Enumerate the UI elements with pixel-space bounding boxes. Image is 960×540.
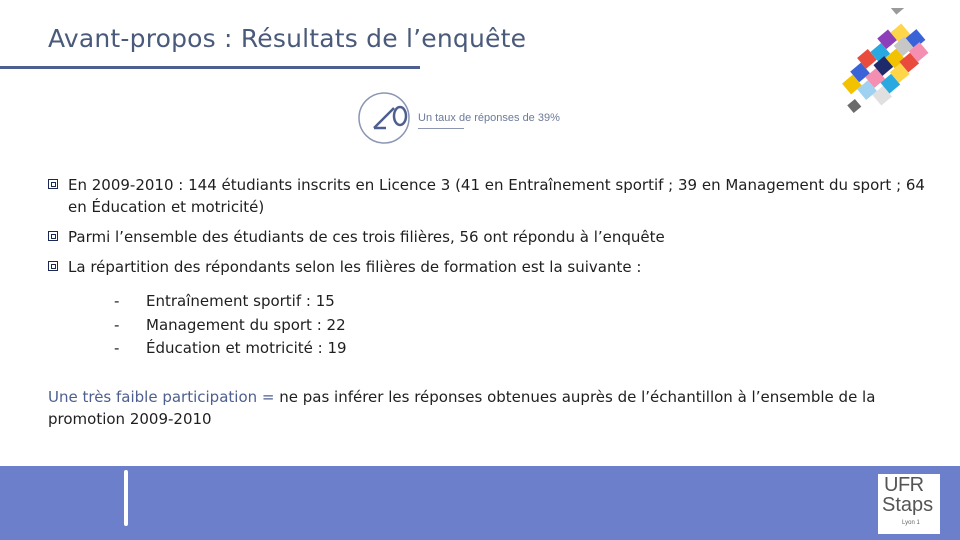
sub-list-text: Éducation et motricité : 19 (146, 339, 347, 357)
sub-list-dash: - (114, 339, 120, 357)
bullet-text: La répartition des répondants selon les filières de formation est la suivante : (68, 258, 642, 276)
footer-band (0, 466, 960, 540)
checkbox-bullet-icon (48, 261, 58, 271)
sub-list-item (114, 290, 347, 314)
decorative-graphic (820, 8, 950, 118)
bullet-list (48, 174, 928, 286)
checkbox-bullet-icon (48, 179, 58, 189)
note-text: ne pas inférer les réponses obtenues auprès de l’échantillon à l’ensemble de la promotion 2009-2010 (48, 388, 876, 428)
sub-list-text: Entraînement sportif : 15 (146, 292, 335, 310)
clock-icon (356, 90, 416, 146)
bullet-item (48, 226, 928, 248)
sub-list (114, 290, 347, 361)
note-highlight: Une très faible participation = (48, 388, 275, 406)
response-rate-underline (418, 128, 464, 129)
ufr-staps-logo (878, 474, 940, 534)
bullet-text: En 2009-2010 : 144 étudiants inscrits en Licence 3 (41 en Entraînement sportif ; 39 en Management du sport ; 64 en Éducation et motricité) (68, 176, 925, 216)
footer-divider (124, 470, 128, 526)
slide-title: Avant-propos : Résultats de l’enquête (48, 24, 527, 53)
sub-list-item (114, 314, 347, 338)
sub-list-item (114, 337, 347, 361)
response-rate-text: Un taux de réponses de 39% (418, 112, 560, 124)
logo-line-lyon: Lyon 1 (902, 520, 920, 526)
sub-list-dash: - (114, 315, 120, 334)
sub-list-text: Management du sport : 22 (146, 315, 346, 334)
bullet-text: Parmi l’ensemble des étudiants de ces trois filières, 56 ont répondu à l’enquête (68, 228, 665, 246)
checkbox-bullet-icon (48, 231, 58, 241)
title-underline (0, 66, 420, 69)
sub-list-dash: - (114, 292, 120, 310)
bullet-item (48, 256, 928, 278)
logo-line-ufr: UFR (884, 474, 924, 496)
conclusion-note (48, 386, 928, 430)
logo-line-staps: Staps (882, 494, 934, 516)
bullet-item (48, 174, 928, 218)
